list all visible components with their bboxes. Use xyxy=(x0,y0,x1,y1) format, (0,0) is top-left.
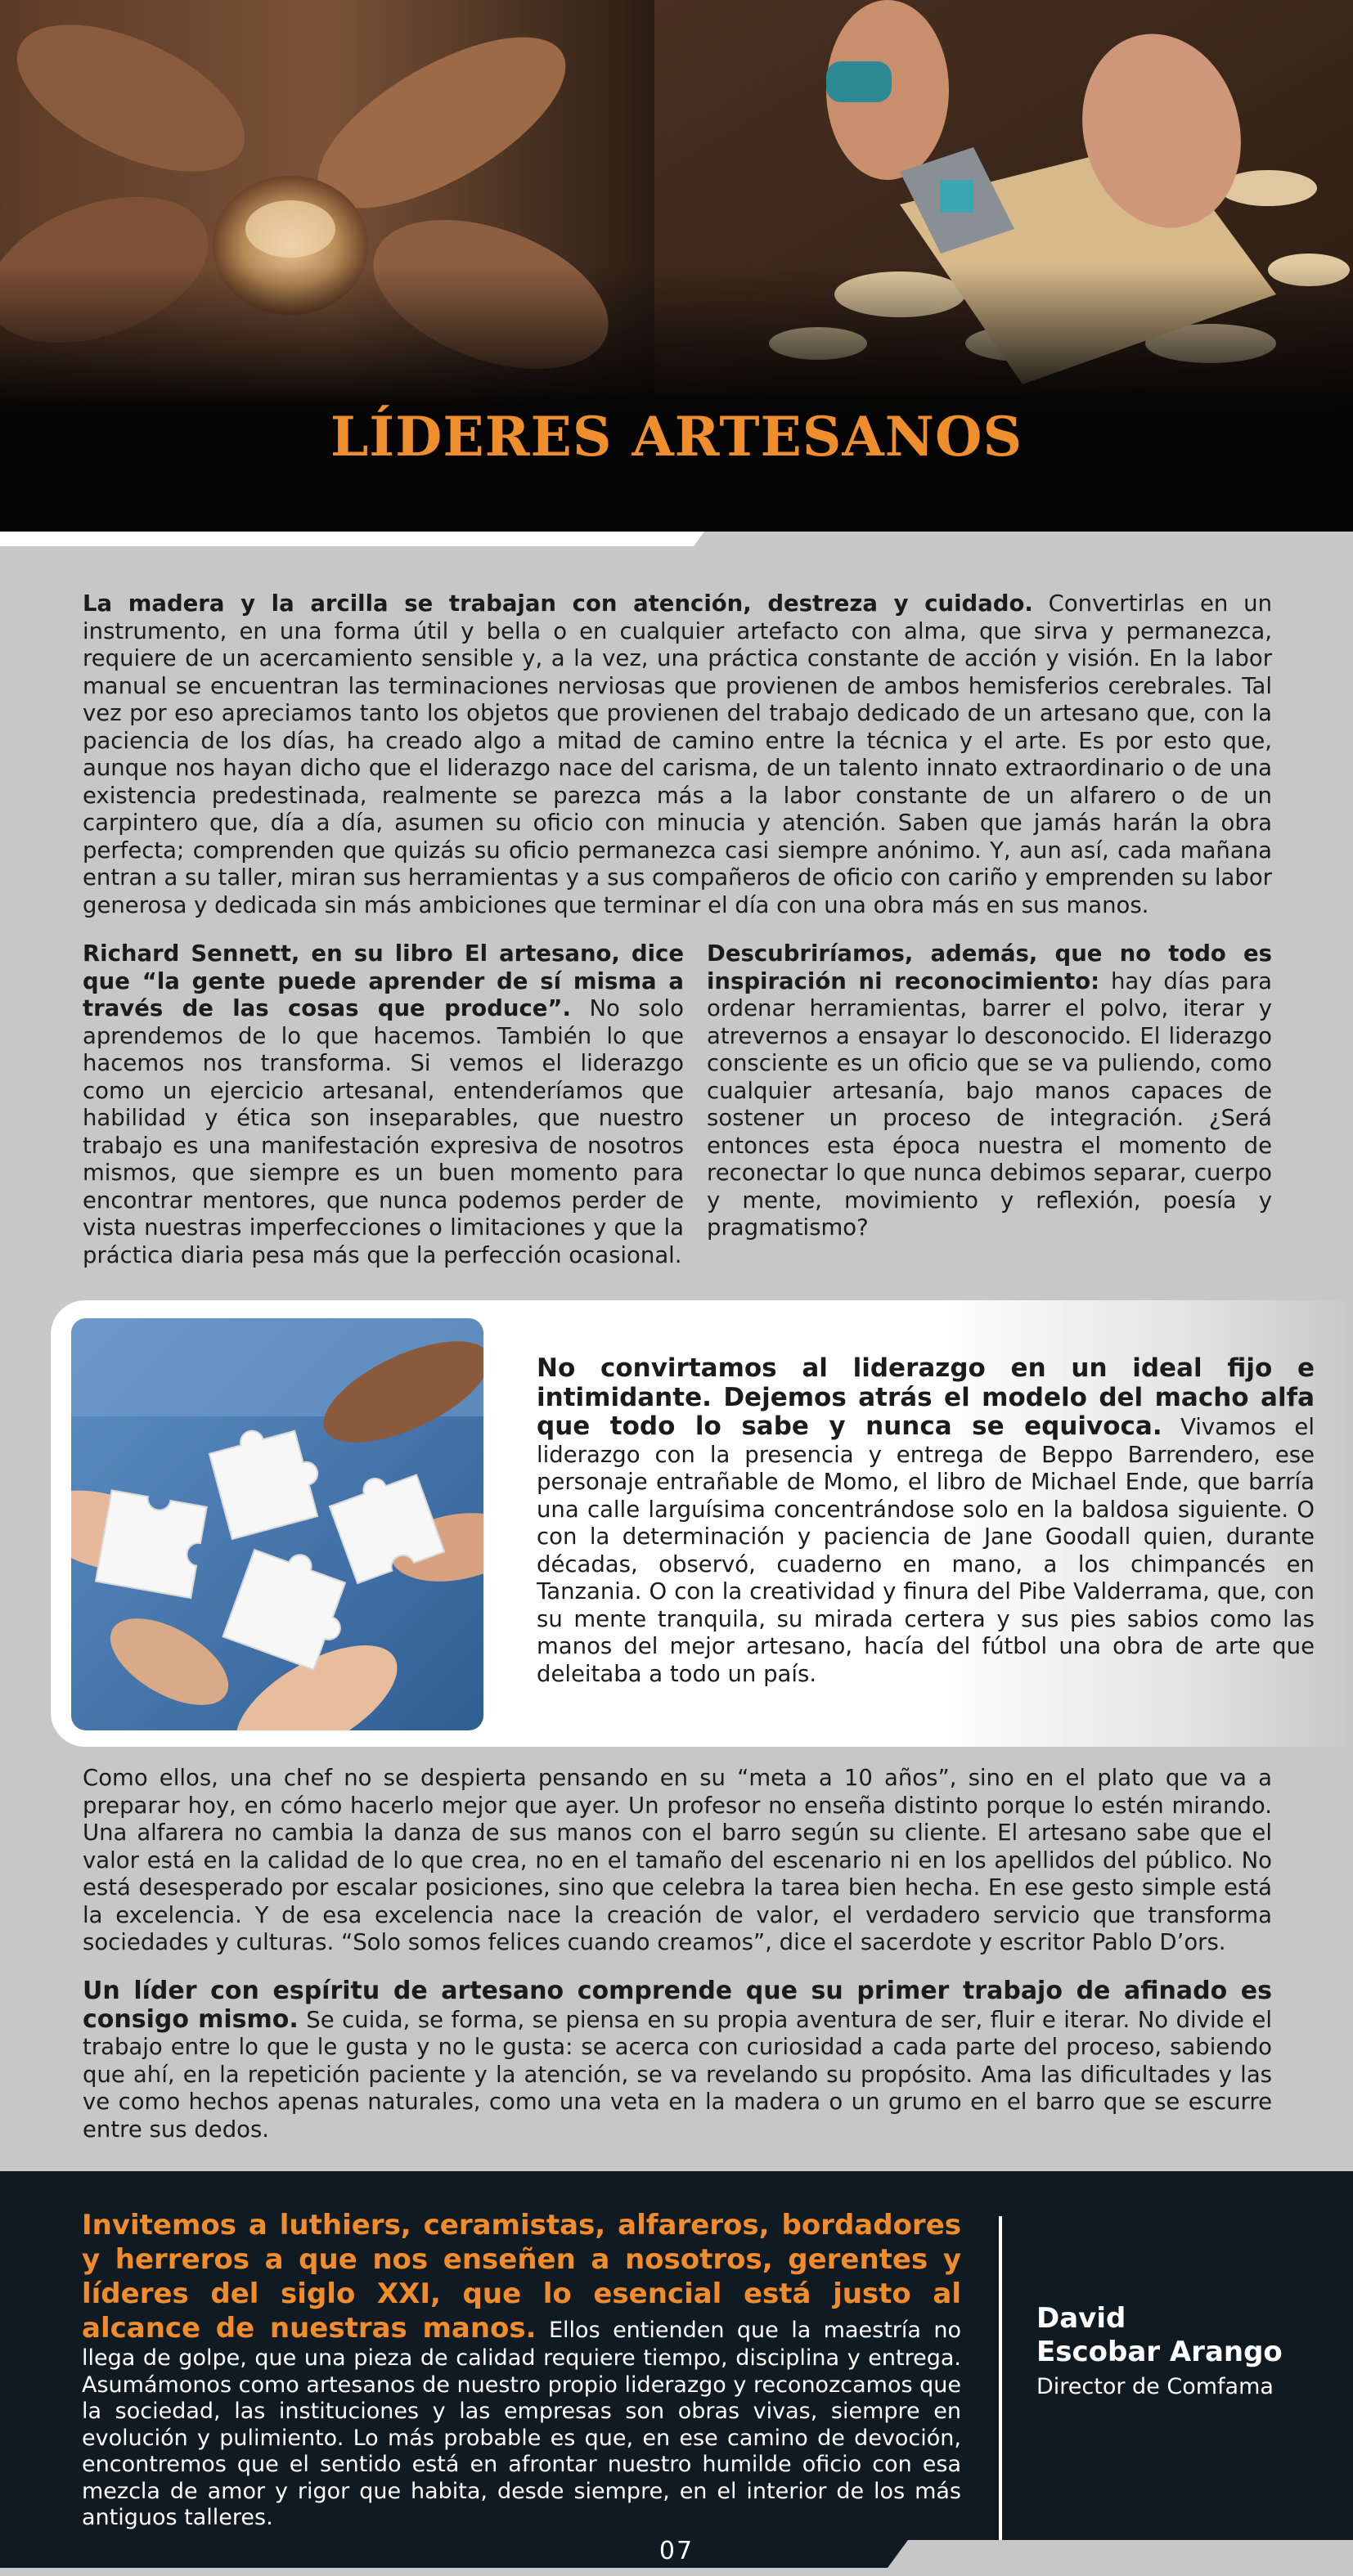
leader-text: Se cuida, se forma, se piensa en su propia aventura de ser, fluir e iterar. No divide el trabajo entre lo que le gusta y no le gusta: se acerca con curiosidad a cada parte del proceso, sabiendo que ahí, en la repetición paciente y la atención, se va revelando su propósito. Ama las dificultades y las ve como hechos apenas naturales, como una veta en la madera o un grumo en el barro que se escurre entre sus dedos. xyxy=(83,2006,1272,2143)
leader-lead: Un líder con espíritu de artesano comprende que su primer trabajo de afinado es consigo mismo. xyxy=(83,1977,1272,2034)
hero-image-hands-crafting xyxy=(0,0,1353,409)
closing-section xyxy=(0,2171,1353,2576)
author-name-first: David xyxy=(1036,2302,1126,2335)
intro-paragraph xyxy=(83,590,1272,919)
intro-lead: La madera y la arcilla se trabajan con atención, destreza y cuidado. xyxy=(83,590,1033,617)
closing-paragraph xyxy=(82,2208,961,2532)
left-column-lead: Richard Sennett, en su libro El artesano, dice que “la gente puede aprender de sí misma a través de las cosas que produce”. xyxy=(83,940,684,1021)
right-column-paragraph xyxy=(707,940,1272,1242)
author-role: Director de Comfama xyxy=(1036,2374,1274,2399)
feature-text: Vivamos el liderazgo con la presencia y entrega de Beppo Barrendero, ese personaje entrañable de Momo, el libro de Michael Ende, que barría una calle larguísima concentrándose solo en la baldosa siguiente. O con la determinación y paciencia de Jane Goodall quien, durante décadas, observó, cuaderno en mano, a los chimpancés en Tanzania. O con la creatividad y finura del Pibe Valderrama, que, con su mente tranquila, su mirada certera y sus pies sabios como las manos del mejor artesano, hacía del fútbol una obra de arte que deleitaba a todo un país. xyxy=(537,1414,1315,1687)
feature-lead: No convirtamos al liderazgo en un ideal fijo e intimidante. Dejemos atrás el modelo del macho alfa que todo lo sabe y nunca se equivoca. xyxy=(537,1353,1315,1441)
feature-image-puzzle-hands xyxy=(71,1318,483,1730)
right-column-text: hay días para ordenar herramientas, barrer el polvo, iterar y atrevernos a ensayar lo desconocido. El liderazgo consciente es un oficio que se va puliendo, como cualquier artesanía, bajo manos capaces de sostener un proceso de integración. ¿Será entonces esta época nuestra el momento de reconectar lo que nunca debimos separar, cuerpo y mente, movimiento y reflexión, poesía y pragmatismo? xyxy=(707,967,1272,1241)
hero-banner xyxy=(0,0,1353,523)
right-column-lead: Descubriríamos, además, que no todo es inspiración ni reconocimiento: xyxy=(707,940,1272,994)
closing-text: Ellos entienden que la maestría no llega de golpe, que una pieza de calidad requiere tiempo, disciplina y entrega. Asumámonos como artesanos de nuestro propio liderazgo y reconozcamos que la sociedad, las instituciones y las empresas son obras vivas, siempre en evolución y pulimiento. Lo más probable es que, en ese camino de devoción, encontremos que el sentido está en afrontar nuestro humilde oficio con esa mezcla de amor y rigor que habita, desde siempre, en el interior de los más antiguos talleres. xyxy=(82,2318,961,2530)
page-number: 07 xyxy=(659,2537,694,2565)
hero-slant-divider xyxy=(0,523,1353,556)
vertical-divider xyxy=(999,2216,1002,2540)
left-column-paragraph xyxy=(83,940,684,1269)
chef-paragraph xyxy=(83,1765,1272,1957)
page-title: LÍDERES ARTESANOS xyxy=(330,405,1023,469)
author-name-last: Escobar Arango xyxy=(1036,2336,1283,2368)
author-signature xyxy=(1036,2302,1283,2402)
feature-paragraph xyxy=(537,1354,1315,1688)
intro-text: Convertirlas en un instrumento, en una forma útil y bella o en cualquier artefacto con alma, que sirva y permanezca, requiere de un acercamiento sensible y, a la vez, una práctica constante de acción y visión. En la labor manual se encuentran las terminaciones nerviosas que provienen de ambos hemisferios cerebrales. Tal vez por eso apreciamos tanto los objetos que provienen del trabajo dedicado de un artesano que, con la paciencia de los días, ha creado algo a mitad de camino entre la técnica y el arte. Es por esto que, aunque nos hayan dicho que el liderazgo nace del carisma, de un talento innato extraordinario o de una existencia predestinada, realmente se parezca más a la labor constante de un alfarero o de un carpintero que, día a día, asumen su oficio con minucia y atención. Saben que jamás harán la obra perfecta; comprenden que quizás su oficio permanezca casi siempre anónimo. Y, aun así, cada mañana entran a su taller, miran sus herramientas y a sus compañeros de oficio con cariño y emprenden su labor generosa y dedicada sin más ambiciones que terminar el día con una obra más en sus manos. xyxy=(83,590,1273,918)
feature-box xyxy=(51,1300,1353,1747)
closing-lead: Invitemos a luthiers, ceramistas, alfareros, bordadores y herreros a que nos enseñen a nosotros, gerentes y líderes del siglo XXI, que lo esencial está justo al alcance de nuestras manos. xyxy=(82,2209,961,2345)
left-column-text: No solo aprendemos de lo que hacemos. También lo que hacemos nos transforma. Si vemos el liderazgo como un ejercicio artesanal, entenderíamos que habilidad y ética son inseparables, que nuestro trabajo es una manifestación expresiva de nosotros mismos, que siempre es un buen momento para encontrar mentores, que nunca podemos perder de vista nuestras imperfecciones o limitaciones y que la práctica diaria pesa más que la perfección ocasional. xyxy=(83,995,685,1268)
chef-text: Como ellos, una chef no se despierta pensando en su “meta a 10 años”, sino en el plato que va a preparar hoy, en cómo hacerlo mejor que ayer. Un profesor no enseña distinto porque lo estén mirando. Una alfarera no cambia la danza de sus manos con el barro según su cliente. El artesano sabe que el valor está en la calidad de lo que crea, no en el tamaño del escenario ni en los apellidos del público. No está desesperado por escalar posiciones, sino que celebra la tarea bien hecha. En ese gesto simple está la excelencia. Y de esa excelencia nace la creación de valor, el verdadero servicio que transforma sociedades y culturas. “Solo somos felices cuando creamos”, dice el sacerdote y escritor Pablo D’ors. xyxy=(83,1765,1272,1955)
leader-paragraph xyxy=(83,1977,1272,2143)
